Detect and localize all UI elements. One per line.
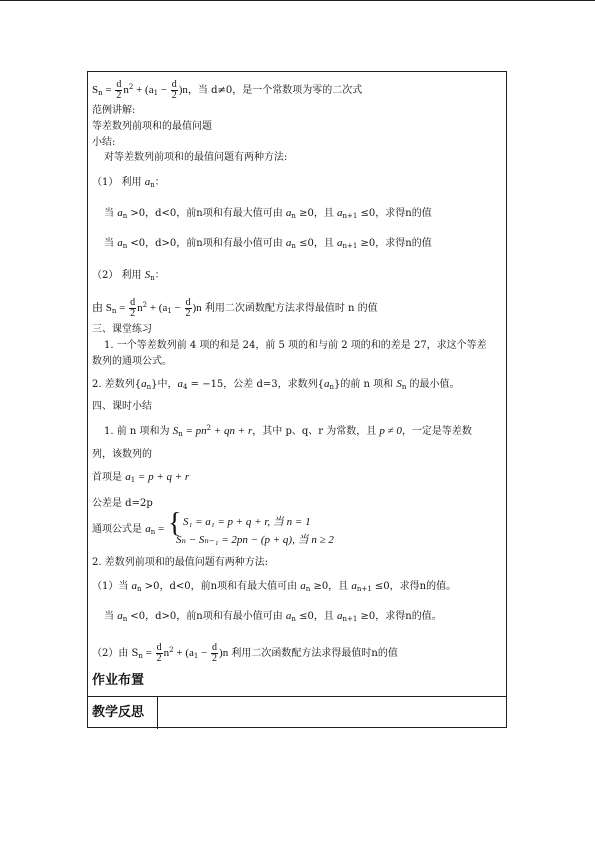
summary-formula-line: （2）由 $S_n$ = $\frac{d}{2}$ $n^2 + (a_1$ − $\frac{d}{2}$ )n 利用二次函数配方法求得最值时n的值	[92, 642, 398, 664]
method-2-formula-line: 由 $S_n$ = $\frac{d}{2}$ $n^2 + (a_1$ − $\frac{d}{2}$ )n 利用二次函数配方法求得最值时 n 的值	[92, 297, 378, 319]
method-1-case-max: 当 $a_n >0$，d<0，前n项和有最大值可由 $a_n \ge 0$，且 $a_{n+1} \le 0$，求得n的值	[104, 207, 432, 220]
page-top-rule	[0, 0, 595, 1]
lesson-table	[87, 71, 507, 728]
summary-label: 小结:	[92, 137, 116, 148]
method-1-case-min: 当 $a_n <0$，d>0，前n项和有最小值可由 $a_n \le 0$，且 $a_{n+1} \ge 0$，求得n的值	[104, 237, 432, 250]
section-3-heading: 三、课堂练习	[92, 324, 152, 335]
general-term-label: 通项公式是 $a_n$ =	[92, 523, 165, 536]
common-difference-line: 公差是 d=2p	[92, 498, 153, 509]
topic-title: 等差数列前项和的最值问题	[92, 121, 212, 132]
summary-case-min: 当 $a_n <0$，d>0，前n项和有最小值可由 $a_n \le 0$，且 $a_{n+1} \ge 0$，求得n的值。	[104, 610, 442, 623]
piecewise-row-1: S₁ = a₁ = p + q + r, 当 n = 1	[183, 516, 311, 528]
method-2-heading: （2） 利用 $S_n$：	[92, 269, 165, 282]
examples-label: 范例讲解:	[92, 105, 136, 116]
first-term-line: 首项是 $a_1 = p + q + r$	[92, 471, 190, 484]
piecewise-row-2: Sₙ − Sₙ₋₁ = 2pn − (p + q), 当 n ≥ 2	[176, 534, 334, 546]
section-4-heading: 四、课时小结	[92, 401, 152, 412]
method-1-heading: （1） 利用 $a_n$：	[92, 176, 165, 189]
homework-heading: 作业布置	[92, 673, 145, 688]
exercise-2: 2. 差数列$\{a_n\}$中，$a_4 = -15$，公差 d=3，求数列$\{a_n\}$的前 n 项和 $S_n$ 的最小值。	[92, 378, 460, 391]
summary-case-max: （1）当 $a_n >0$，d<0，前n项和有最大值可由 $a_n \ge 0$，且 $a_{n+1} \le 0$，求得n的值。	[92, 580, 457, 593]
summary-point-1: 1. 前 n 项和为 $S_n = pn^2$ + qn + r，其中 p、q、r 为常数，且 p ≠ 0，一定是等差数	[104, 424, 472, 438]
reflection-heading: 教学反思	[92, 705, 145, 720]
summary-point-2: 2. 差数列前项和的最值问题有两种方法:	[92, 557, 269, 568]
reflection-cell[interactable]	[158, 697, 506, 727]
piecewise-brace: {	[168, 508, 182, 539]
exercise-1-line-1: 1. 一个等差数列前 4 项的和是 24，前 5 项的和与前 2 项的和的差是 27，求这个等差	[104, 340, 487, 351]
two-methods-text: 对等差数列前项和的最值问题有两种方法:	[104, 152, 288, 163]
exercise-1-line-2: 数列的通项公式。	[92, 356, 172, 367]
sum-formula-line: $S_n$ = $\frac{d}{2}$ $n^2 + (a_1$ − $\frac{d}{2}$ )n，当 d≠0，是一个常数项为零的二次式	[92, 79, 363, 101]
summary-point-1-cont: 列，该数列的	[92, 449, 152, 460]
